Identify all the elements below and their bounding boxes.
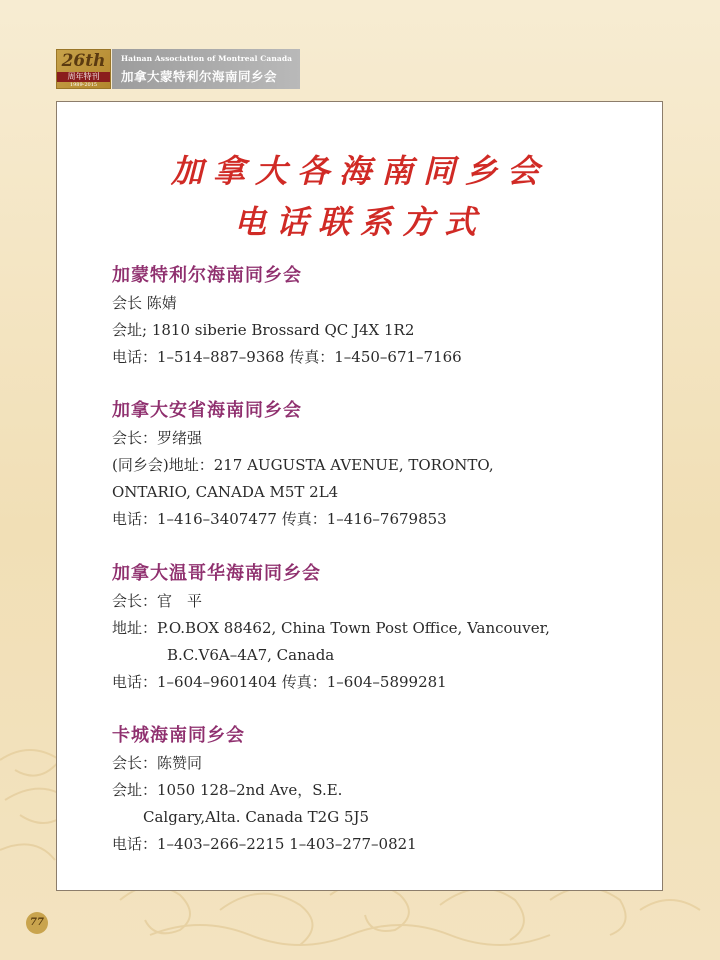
org-name-english: Hainan Association of Montreal Canada [121,54,293,63]
badge-number: 26th [61,51,106,71]
address-line: 会址：1050 128–2nd Ave，S.E. [112,781,343,799]
org-name-chinese: 加拿大蒙特利尔海南同乡会 [121,69,278,84]
anniversary-badge [56,49,111,89]
president-line: 会长：陈赞同 [112,754,203,772]
phone-line: 电话：1–403–266–2215 1–403–277–0821 [112,835,417,853]
badge-subtitle: 周年特刊 [57,72,110,82]
page-number: 77 [26,912,48,934]
address-line-2: B.C.V6A–4A7, Canada [167,646,335,664]
address-line-2: Calgary,Alta. Canada T2G 5J5 [143,808,370,826]
phone-line: 电话：1–514–887–9368 传真：1–450–671–7166 [112,348,462,366]
section-title: 加拿大安省海南同乡会 [112,400,302,421]
phone-line: 电话：1–416–3407477 传真：1–416–7679853 [112,510,447,528]
section-title: 加拿大温哥华海南同乡会 [112,563,321,584]
section-calgary [112,722,652,858]
badge-years: 1989-2015 [69,82,98,88]
section-title: 加蒙特利尔海南同乡会 [112,265,302,286]
section-title: 卡城海南同乡会 [112,725,245,746]
address-line: 会址; 1810 siberie Brossard QC J4X 1R2 [112,321,415,339]
phone-line: 电话：1–604–9601404 传真：1–604–5899281 [112,673,447,691]
president-line: 会长：官 平 [112,592,203,610]
section-montreal [112,262,652,371]
address-line-2: ONTARIO, CANADA M5T 2L4 [112,483,339,501]
section-ontario [112,397,652,533]
president-line: 会长：罗绪强 [112,429,203,447]
address-line: 地址：P.O.BOX 88462, China Town Post Office, Vancouver, [112,619,550,637]
section-vancouver [112,560,652,696]
address-line: (同乡会)地址：217 AUGUSTA AVENUE, TORONTO, [112,456,494,474]
page-title-line-2: 电话联系方式 [233,203,486,241]
president-line: 会长 陈婧 [112,294,177,312]
page-title-line-1: 加拿大各海南同乡会 [170,152,549,190]
header-organization-band [112,49,300,89]
